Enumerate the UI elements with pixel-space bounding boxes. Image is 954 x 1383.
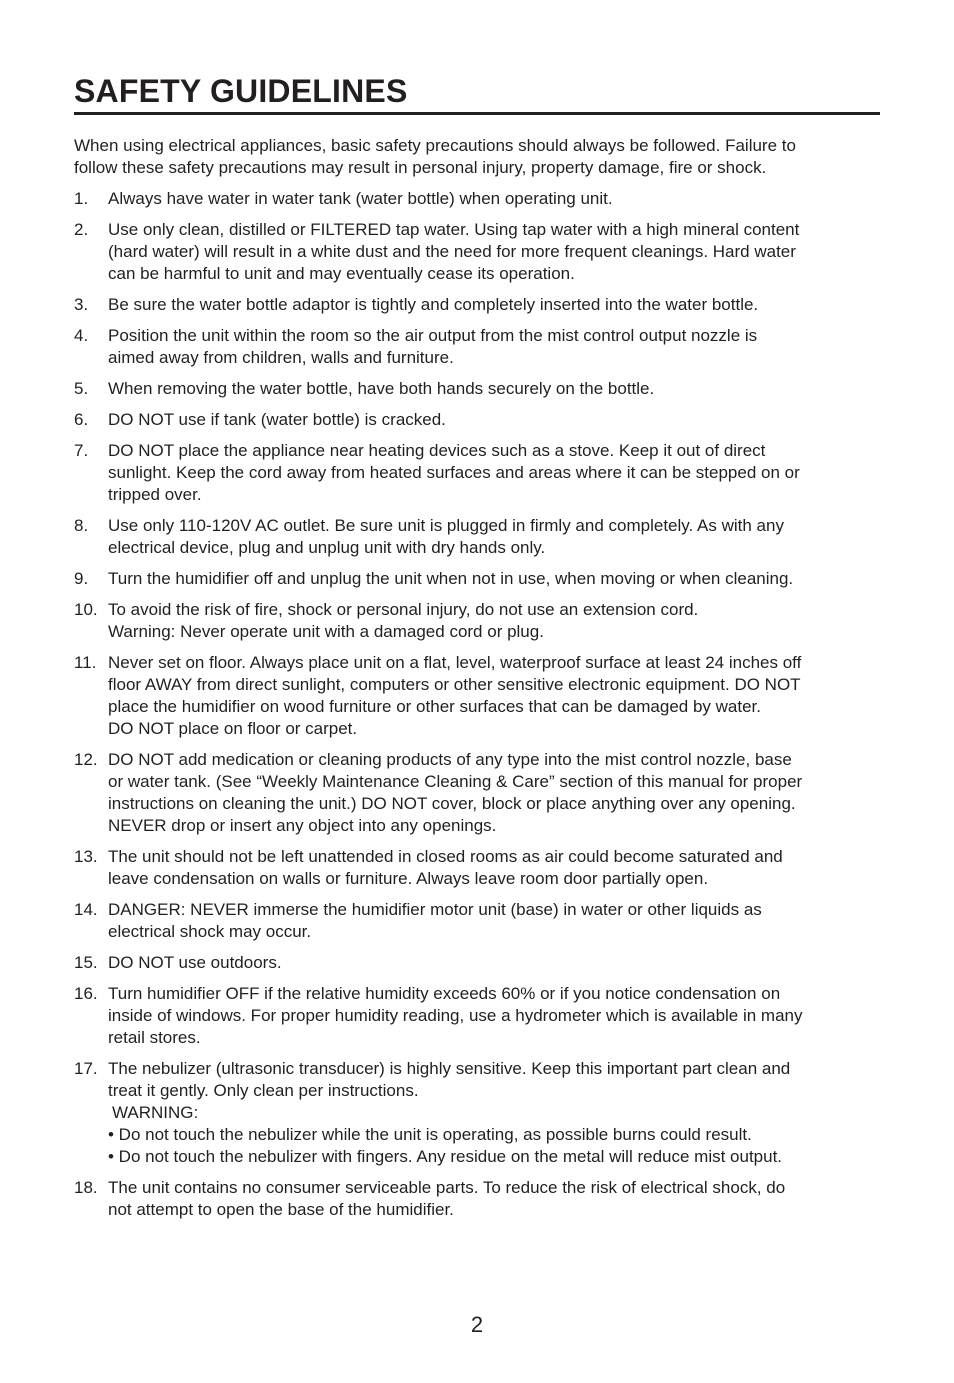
list-item <box>74 846 880 890</box>
list-item <box>74 440 880 506</box>
list-item <box>74 899 880 943</box>
warning-label: WARNING: <box>112 1103 199 1122</box>
item-line: treat it gently. Only clean per instructions. <box>108 1081 419 1100</box>
item-line: leave condensation on walls or furniture. Always leave room door partially open. <box>108 869 709 888</box>
item-line: sunlight. Keep the cord away from heated surfaces and areas where it can be stepped on or <box>108 463 800 482</box>
item-number: 3. <box>74 295 89 314</box>
item-line: DANGER: NEVER immerse the humidifier motor unit (base) in water or other liquids as <box>108 900 762 919</box>
item-number: 2. <box>74 220 89 239</box>
item-line: Be sure the water bottle adaptor is tightly and completely inserted into the water bottle. <box>108 295 759 314</box>
item-line: electrical device, plug and unplug unit with dry hands only. <box>108 538 546 557</box>
item-line: Warning: Never operate unit with a damaged cord or plug. <box>108 622 544 641</box>
item-line: Never set on floor. Always place unit on a flat, level, waterproof surface at least 24 inches off <box>108 653 802 672</box>
document-page <box>74 72 880 1230</box>
list-item <box>74 749 880 837</box>
item-line: When removing the water bottle, have both hands securely on the bottle. <box>108 379 655 398</box>
item-line: NEVER drop or insert any object into any openings. <box>108 816 497 835</box>
list-item <box>74 294 880 316</box>
item-line: (hard water) will result in a white dust and the need for more frequent cleanings. Hard water <box>108 242 796 261</box>
item-line: not attempt to open the base of the humidifier. <box>108 1200 454 1219</box>
page-title: SAFETY GUIDELINES <box>74 72 880 115</box>
list-item <box>74 378 880 400</box>
list-item <box>74 652 880 740</box>
list-item <box>74 983 880 1049</box>
item-line: The unit should not be left unattended in closed rooms as air could become saturated and <box>108 847 783 866</box>
list-item <box>74 219 880 285</box>
item-number: 11. <box>74 653 97 672</box>
item-number: 10. <box>74 600 98 619</box>
item-number: 15. <box>74 953 98 972</box>
item-line: electrical shock may occur. <box>108 922 312 941</box>
intro-paragraph <box>74 135 880 179</box>
item-line: tripped over. <box>108 485 202 504</box>
list-item <box>74 952 880 974</box>
safety-list <box>74 188 880 1221</box>
list-item <box>74 599 880 643</box>
item-line: DO NOT place the appliance near heating devices such as a stove. Keep it out of direct <box>108 441 766 460</box>
item-line: DO NOT use if tank (water bottle) is cracked. <box>108 410 446 429</box>
item-line: aimed away from children, walls and furniture. <box>108 348 454 367</box>
item-number: 9. <box>74 569 89 588</box>
item-number: 8. <box>74 516 89 535</box>
page-number: 2 <box>470 1312 484 1337</box>
intro-line: When using electrical appliances, basic safety precautions should always be followed. Failure to <box>74 136 796 155</box>
item-line: retail stores. <box>108 1028 201 1047</box>
item-line: The nebulizer (ultrasonic transducer) is highly sensitive. Keep this important part clean and <box>108 1059 791 1078</box>
item-number: 1. <box>74 189 89 208</box>
item-line: DO NOT place on floor or carpet. <box>108 719 358 738</box>
item-line: DO NOT use outdoors. <box>108 953 282 972</box>
item-number: 5. <box>74 379 89 398</box>
item-number: 4. <box>74 326 89 345</box>
item-line: To avoid the risk of fire, shock or personal injury, do not use an extension cord. <box>108 600 699 619</box>
list-item <box>74 1058 880 1168</box>
item-line: floor AWAY from direct sunlight, computers or other sensitive electronic equipment. DO NOT <box>108 675 801 694</box>
item-line: The unit contains no consumer serviceable parts. To reduce the risk of electrical shock, do <box>108 1178 786 1197</box>
list-item <box>74 325 880 369</box>
item-line: Use only 110-120V AC outlet. Be sure unit is plugged in firmly and completely. As with any <box>108 516 784 535</box>
warning-bullet: • Do not touch the nebulizer while the unit is operating, as possible burns could result. <box>108 1125 752 1144</box>
item-number: 17. <box>74 1059 98 1078</box>
item-line: instructions on cleaning the unit.) DO NOT cover, block or place anything over any opening. <box>108 794 796 813</box>
item-line: inside of windows. For proper humidity reading, use a hydrometer which is available in many <box>108 1006 803 1025</box>
item-line: Use only clean, distilled or FILTERED tap water. Using tap water with a high mineral content <box>108 220 800 239</box>
item-line: or water tank. (See “Weekly Maintenance Cleaning & Care” section of this manual for proper <box>108 772 803 791</box>
list-item <box>74 568 880 590</box>
item-number: 6. <box>74 410 89 429</box>
item-line: Position the unit within the room so the air output from the mist control output nozzle is <box>108 326 758 345</box>
item-number: 14. <box>74 900 98 919</box>
item-number: 18. <box>74 1178 98 1197</box>
intro-line: follow these safety precautions may result in personal injury, property damage, fire or shock. <box>74 158 767 177</box>
item-number: 16. <box>74 984 98 1003</box>
item-number: 7. <box>74 441 89 460</box>
list-item <box>74 188 880 210</box>
item-line: Turn the humidifier off and unplug the unit when not in use, when moving or when cleaning. <box>108 569 794 588</box>
list-item <box>74 1177 880 1221</box>
item-number: 12. <box>74 750 98 769</box>
item-line: Turn humidifier OFF if the relative humidity exceeds 60% or if you notice condensation on <box>108 984 781 1003</box>
item-line: place the humidifier on wood furniture or other surfaces that can be damaged by water. <box>108 697 761 716</box>
warning-bullet: • Do not touch the nebulizer with fingers. Any residue on the metal will reduce mist output. <box>108 1147 783 1166</box>
item-line: Always have water in water tank (water bottle) when operating unit. <box>108 189 613 208</box>
list-item <box>74 515 880 559</box>
item-line: DO NOT add medication or cleaning products of any type into the mist control nozzle, base <box>108 750 792 769</box>
item-number: 13. <box>74 847 98 866</box>
list-item <box>74 409 880 431</box>
item-line: can be harmful to unit and may eventually cease its operation. <box>108 264 575 283</box>
